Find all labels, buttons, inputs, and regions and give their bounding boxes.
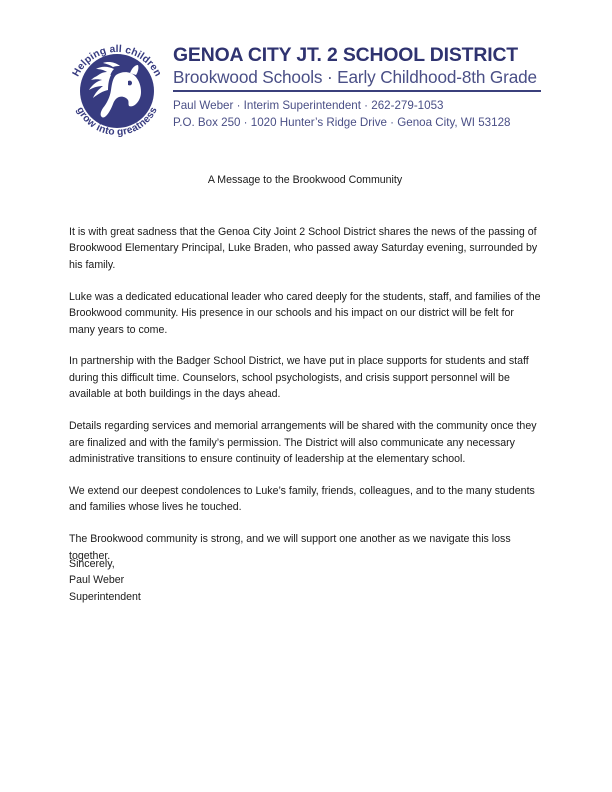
paragraph: In partnership with the Badger School District, we have put in place supports for students and staff during this difficult time. Counselors, school psychologists, and crisis support personnel will be available at both buildings in the days ahead. [69, 355, 529, 401]
letterhead-divider [173, 90, 541, 92]
contact-line-superintendent: Paul Weber · Interim Superintendent · 262-279-1053 [173, 99, 444, 112]
signature-closing: Sincerely, [69, 558, 115, 570]
contact-block [173, 98, 543, 131]
signature-block [69, 556, 541, 605]
paragraph: The Brookwood community is strong, and we will support one another as we navigate this loss together. [69, 533, 511, 562]
contact-line-address: P.O. Box 250 · 1020 Hunter’s Ridge Drive · Genoa City, WI 53128 [173, 115, 511, 129]
district-logo [62, 33, 172, 146]
logo-arc-top-text: Helping all children [70, 43, 164, 79]
district-subtitle: Brookwood Schools · Early Childhood-8th Grade [173, 67, 537, 87]
district-name: GENOA CITY JT. 2 SCHOOL DISTRICT [173, 44, 518, 66]
signature-role: Superintendent [69, 590, 141, 603]
letter-body [69, 224, 541, 564]
logo-svg [62, 33, 172, 146]
paragraph: We extend our deepest condolences to Luke’s family, friends, colleagues, and to the many students and families whose lives he touched. [69, 484, 535, 514]
paragraph: Luke was a dedicated educational leader who cared deeply for the students, staff, and families of the Brookwood community. His presence in our schools and his impact on our district will be felt for many years to come. [69, 290, 541, 336]
logo-arc-bottom-text: grow into greatness [74, 105, 160, 139]
signature-name: Paul Weber [69, 574, 125, 587]
letterhead-text [173, 45, 543, 131]
page-title: A Message to the Brookwood Community [207, 174, 403, 186]
letterhead [0, 0, 612, 160]
paragraph: It is with great sadness that the Genoa City Joint 2 School District shares the news of the passing of Brookwood Elementary Principal, Luke Braden, who passed away Saturday evening, surrounded by his family. [69, 226, 538, 271]
paragraph: Details regarding services and memorial arrangements will be shared with the community once they are finalized and with the family’s permission. The District will also communicate any necessary administrative transitions to ensure continuity of leadership at the elementary school. [69, 420, 537, 465]
